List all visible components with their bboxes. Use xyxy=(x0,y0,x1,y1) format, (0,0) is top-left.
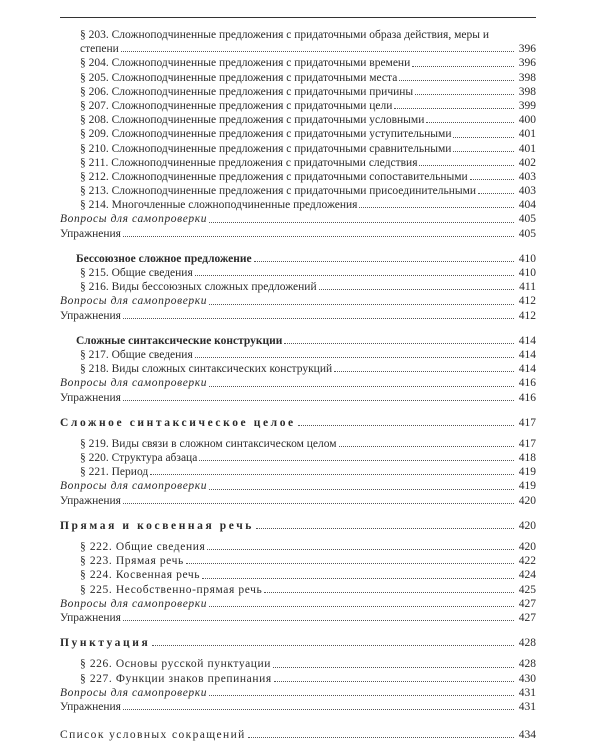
toc-entry-text: § 212. Сложноподчиненные предложения с придаточными сопоставительными xyxy=(80,170,468,183)
toc-entry-text: Вопросы для самопроверки xyxy=(60,213,208,226)
toc-entry-text: § 218. Виды сложных синтаксических конструкций xyxy=(80,363,333,376)
dot-leader xyxy=(209,212,514,222)
toc-chapter-heading xyxy=(60,519,536,533)
toc-entry-225 xyxy=(60,583,536,597)
page-number: 419 xyxy=(518,480,536,493)
page-number: 396 xyxy=(518,43,536,56)
toc-entry-211 xyxy=(60,156,536,170)
page-number: 427 xyxy=(518,611,536,624)
toc-entry-text-cont: степени xyxy=(80,43,119,56)
page-number: 398 xyxy=(518,85,536,98)
toc-entry-218 xyxy=(60,362,536,376)
page-number: 414 xyxy=(518,334,536,347)
table-of-contents xyxy=(60,28,536,742)
dot-leader xyxy=(121,42,514,52)
toc-entry-209 xyxy=(60,127,536,141)
toc-entry-text: § 220. Структура абзаца xyxy=(80,452,198,465)
toc-entry-text: § 219. Виды связи в сложном синтаксическом целом xyxy=(80,437,337,450)
page-number: 400 xyxy=(518,114,536,127)
page-number: 403 xyxy=(518,185,536,198)
toc-entry-text: § 226. Основы русской пунктуации xyxy=(80,658,272,671)
toc-entry-226 xyxy=(60,657,536,671)
toc-entry-text: § 217. Общие сведения xyxy=(80,348,193,361)
page-number: 401 xyxy=(518,142,536,155)
page-number: 401 xyxy=(518,128,536,141)
page-number: 417 xyxy=(518,437,536,450)
toc-entry-text: Упражнения xyxy=(60,227,121,240)
page-number: 404 xyxy=(518,199,536,212)
dot-leader xyxy=(209,294,514,304)
dot-leader xyxy=(199,451,514,461)
dot-leader xyxy=(419,156,514,166)
dot-leader xyxy=(209,597,514,607)
toc-heading-text: Бессоюзное сложное предложение xyxy=(76,252,252,265)
dot-leader xyxy=(274,672,514,682)
toc-exercises xyxy=(60,227,536,241)
page-number: 434 xyxy=(518,729,536,742)
toc-entry-text: § 211. Сложноподчиненные предложения с придаточными следствия xyxy=(80,156,418,169)
toc-entry-text: Упражнения xyxy=(60,611,121,624)
dot-leader xyxy=(209,479,514,489)
toc-entry-214 xyxy=(60,198,536,212)
toc-entry-208 xyxy=(60,113,536,127)
dot-leader xyxy=(412,56,514,66)
toc-entry-text: § 206. Сложноподчиненные предложения с придаточными причины xyxy=(80,85,414,98)
toc-entry-210 xyxy=(60,142,536,156)
toc-exercises xyxy=(60,494,536,508)
page-number: 430 xyxy=(518,672,536,685)
toc-self-check-questions xyxy=(60,212,536,226)
dot-leader xyxy=(195,348,514,358)
dot-leader xyxy=(453,127,514,137)
top-rule xyxy=(60,17,536,18)
dot-leader xyxy=(339,437,514,447)
toc-entry-text: § 203. Сложноподчиненные предложения с придаточными образа действия, меры и xyxy=(80,29,489,41)
page-number: 419 xyxy=(518,466,536,479)
toc-entry-text: Упражнения xyxy=(60,494,121,507)
dot-leader xyxy=(298,416,514,426)
dot-leader xyxy=(123,494,514,504)
toc-self-check-questions xyxy=(60,597,536,611)
dot-leader xyxy=(150,465,514,475)
toc-entry-text: § 222. Общие сведения xyxy=(80,541,206,554)
dot-leader xyxy=(334,362,514,372)
toc-exercises xyxy=(60,611,536,625)
toc-entry-217 xyxy=(60,348,536,362)
toc-entry-222 xyxy=(60,540,536,554)
toc-entry-213 xyxy=(60,184,536,198)
dot-leader xyxy=(426,113,514,123)
toc-entry-text: § 208. Сложноподчиненные предложения с придаточными условными xyxy=(80,114,425,127)
toc-entry-text: § 215. Общие сведения xyxy=(80,267,193,280)
page-number: 398 xyxy=(518,71,536,84)
toc-entry-text: § 209. Сложноподчиненные предложения с придаточными уступительными xyxy=(80,128,452,141)
toc-entry-text: Вопросы для самопроверки xyxy=(60,686,208,699)
dot-leader xyxy=(195,266,514,276)
toc-entry-text: § 213. Сложноподчиненные предложения с придаточными присоединительными xyxy=(80,185,477,198)
dot-leader xyxy=(123,227,514,237)
dot-leader xyxy=(209,376,514,386)
page-number: 414 xyxy=(518,348,536,361)
toc-entry-221 xyxy=(60,465,536,479)
dot-leader xyxy=(209,686,514,696)
page-number: 403 xyxy=(518,170,536,183)
toc-entry-203 xyxy=(60,28,536,56)
dot-leader xyxy=(207,540,514,550)
toc-self-check-questions xyxy=(60,294,536,308)
dot-leader xyxy=(284,334,514,344)
dot-leader xyxy=(123,309,514,319)
toc-entry-207 xyxy=(60,99,536,113)
dot-leader xyxy=(399,71,514,81)
dot-leader xyxy=(123,700,514,710)
toc-heading-text: Пунктуация xyxy=(60,637,151,650)
page-number: 425 xyxy=(518,583,536,596)
toc-entry-224 xyxy=(60,568,536,582)
toc-self-check-questions xyxy=(60,686,536,700)
dot-leader xyxy=(123,611,514,621)
page-number: 410 xyxy=(518,267,536,280)
toc-self-check-questions xyxy=(60,479,536,493)
dot-leader xyxy=(254,252,514,262)
toc-entry-205 xyxy=(60,71,536,85)
toc-entry-212 xyxy=(60,170,536,184)
toc-entry-text: § 224. Косвенная речь xyxy=(80,569,201,582)
toc-entry-text: Упражнения xyxy=(60,700,121,713)
page-number: 399 xyxy=(518,99,536,112)
toc-entry-text: § 221. Период xyxy=(80,466,149,479)
toc-entry-216 xyxy=(60,280,536,294)
page-number: 412 xyxy=(518,309,536,322)
dot-leader xyxy=(470,170,514,180)
toc-chapter-heading xyxy=(60,416,536,430)
toc-entry-219 xyxy=(60,437,536,451)
toc-entry-204 xyxy=(60,56,536,70)
dot-leader xyxy=(186,554,514,564)
toc-entry-text: Вопросы для самопроверки xyxy=(60,377,208,390)
toc-entry-215 xyxy=(60,266,536,280)
toc-entry-227 xyxy=(60,672,536,686)
toc-entry-text: § 216. Виды бессоюзных сложных предложений xyxy=(80,281,317,294)
toc-heading-text: Прямая и косвенная речь xyxy=(60,519,254,532)
toc-heading-text: Сложное синтаксическое целое xyxy=(60,416,296,429)
toc-entry-text: § 225. Несобственно-прямая речь xyxy=(80,583,263,596)
page-number: 428 xyxy=(518,637,536,650)
page-number: 417 xyxy=(518,416,536,429)
toc-entry-text: § 214. Многочленные сложноподчиненные предложения xyxy=(80,199,358,212)
toc-entry-text: Упражнения xyxy=(60,309,121,322)
page-number: 420 xyxy=(518,494,536,507)
page-number: 416 xyxy=(518,377,536,390)
page-number: 431 xyxy=(518,700,536,713)
dot-leader xyxy=(273,657,514,667)
toc-section-heading xyxy=(60,334,536,348)
page-number: 428 xyxy=(518,658,536,671)
page-number: 422 xyxy=(518,555,536,568)
page-number: 427 xyxy=(518,597,536,610)
page-number: 402 xyxy=(518,156,536,169)
toc-heading-text: Сложные синтаксические конструкции xyxy=(76,334,283,347)
toc-entry-text: Вопросы для самопроверки xyxy=(60,295,208,308)
page-number: 431 xyxy=(518,686,536,699)
toc-section-heading xyxy=(60,252,536,266)
toc-entry-text: § 227. Функции знаков препинания xyxy=(80,672,272,685)
dot-leader xyxy=(453,142,514,152)
toc-entry-220 xyxy=(60,451,536,465)
toc-entry-text: § 210. Сложноподчиненные предложения с придаточными сравнительными xyxy=(80,142,452,155)
toc-entry-206 xyxy=(60,85,536,99)
toc-abbreviations xyxy=(60,728,536,742)
dot-leader xyxy=(478,184,514,194)
dot-leader xyxy=(319,280,514,290)
toc-entry-text: § 205. Сложноподчиненные предложения с придаточными места xyxy=(80,71,398,84)
page-number: 410 xyxy=(518,252,536,265)
page-number: 414 xyxy=(518,363,536,376)
page-number: 416 xyxy=(518,391,536,404)
dot-leader xyxy=(256,519,514,529)
toc-entry-text: Вопросы для самопроверки xyxy=(60,480,208,493)
page-number: 411 xyxy=(519,281,536,294)
page-number: 420 xyxy=(518,519,536,532)
page-number: 418 xyxy=(518,452,536,465)
dot-leader xyxy=(152,636,514,646)
dot-leader xyxy=(394,99,514,109)
toc-exercises xyxy=(60,700,536,714)
toc-entry-text: Вопросы для самопроверки xyxy=(60,597,208,610)
dot-leader xyxy=(359,198,514,208)
toc-entry-223 xyxy=(60,554,536,568)
page-number: 424 xyxy=(518,569,536,582)
dot-leader xyxy=(202,568,514,578)
page-number: 405 xyxy=(518,213,536,226)
toc-exercises xyxy=(60,309,536,323)
toc-chapter-heading xyxy=(60,636,536,650)
page-number: 405 xyxy=(518,227,536,240)
dot-leader xyxy=(264,583,514,593)
toc-entry-text: § 207. Сложноподчиненные предложения с придаточными цели xyxy=(80,99,393,112)
toc-entry-text: Список условных сокращений xyxy=(60,729,246,742)
dot-leader xyxy=(248,728,514,738)
page-number: 412 xyxy=(518,295,536,308)
toc-entry-text: § 223. Прямая речь xyxy=(80,555,184,568)
dot-leader xyxy=(123,391,514,401)
page-number: 420 xyxy=(518,541,536,554)
dot-leader xyxy=(415,85,514,95)
toc-entry-text: Упражнения xyxy=(60,391,121,404)
toc-exercises xyxy=(60,391,536,405)
toc-entry-text: § 204. Сложноподчиненные предложения с придаточными времени xyxy=(80,57,411,70)
toc-self-check-questions xyxy=(60,376,536,390)
page-number: 396 xyxy=(518,57,536,70)
